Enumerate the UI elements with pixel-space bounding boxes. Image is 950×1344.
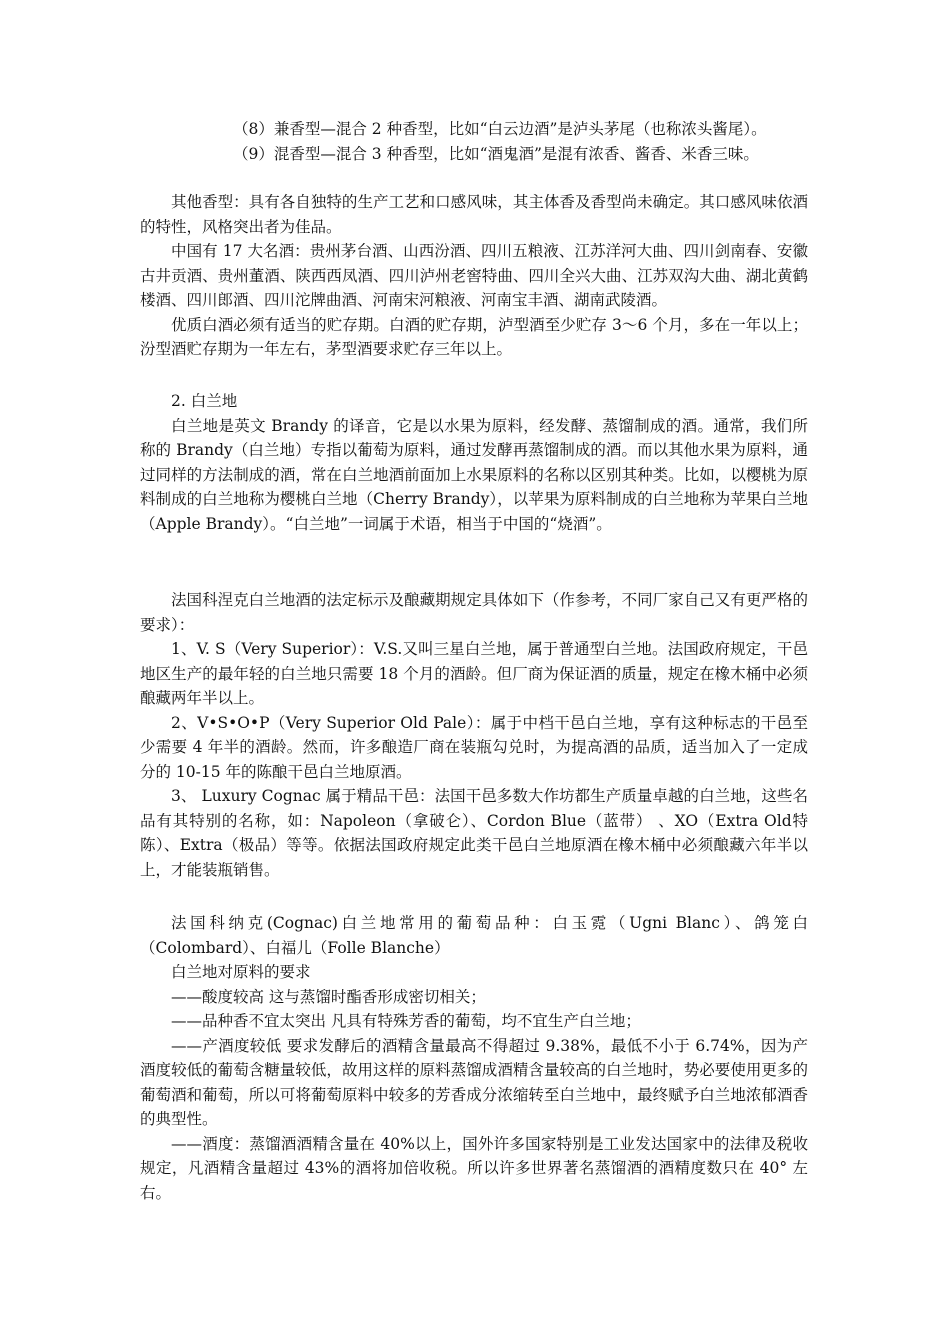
requirement-proof: ——酒度：蒸馏酒酒精含量在 40%以上，国外许多国家特别是工业发达国家中的法律及税收规定，凡酒精含量超过 43%的酒将加倍收税。所以许多世界著名蒸馏酒的酒精度数只在 40° 左右。 <box>140 1134 808 1202</box>
aroma-types-list <box>140 117 808 166</box>
cognac-grade-vs: 1、V. S（Very Superior）：V.S.又叫三星白兰地，属于普通型白兰地。法国政府规定，干邑地区生产的最年轻的白兰地只需要 18 个月的酒龄。但厂商为保证酒的质量，规定在橡木桶中必须酿藏两年半以上。 <box>140 640 808 707</box>
requirement-acidity: ——酸度较高 这与蒸馏时酯香形成密切相关； <box>171 987 486 1006</box>
brandy-section <box>140 389 808 536</box>
storage-paragraph: 优质白酒必须有适当的贮存期。白酒的贮存期，泸型酒至少贮存 3～6 个月，多在一年以上；汾型酒贮存期为一年左右，茅型酒要求贮存三年以上。 <box>140 315 808 358</box>
cognac-rules-intro: 法国科涅克白兰地酒的法定标示及酿藏期规定具体如下（作参考，不同厂家自己又有更严格的要求）： <box>140 591 808 634</box>
requirement-aroma: ——品种香不宜太突出 凡具有特殊芳香的葡萄，均不宜生产白兰地； <box>171 1012 641 1030</box>
famous-liquors-paragraph: 中国有 17 大名酒：贵州茅台酒、山西汾酒、四川五粮液、江苏洋河大曲、四川剑南春、安徽古井贡酒、贵州董酒、陕西西凤酒、四川泸州老窖特曲、四川全兴大曲、江苏双沟大曲、湖北黄鹤楼酒、四川郎酒、四川沱牌曲酒、河南宋河粮液、河南宝丰酒、湖南武陵酒。 <box>140 242 808 309</box>
requirement-alcohol-yield: ——产酒度较低 要求发酵后的酒精含量最高不得超过 9.38%，最低不小于 6.74%，因为产酒度较低的葡萄含糖量较低，故用这样的原料蒸馏成酒精含量较高的白兰地时，势必要使用更多的葡萄酒和葡萄，所以可将葡萄原料中较多的芳香成分浓缩转至白兰地中，最终赋予白兰地浓郁酒香的典型性。 <box>140 1036 808 1128</box>
cognac-grade-luxury: 3、 Luxury Cognac 属于精品干邑：法国干邑多数大作坊都生产质量卓越的白兰地，这些名品有其特别的名称，如：Napoleon（拿破仑）、Cordon Blue（蓝带） 、XO（Extra Old特陈）、Extra（极品）等等。依据法国政府规定此类干邑白兰地原酒在橡木桶中必须酿藏六年半以上，才能装瓶销售。 <box>140 787 808 879</box>
cognac-grades-section <box>140 588 808 882</box>
aroma-item-9: （9）混香型—混合 3 种香型，比如“酒鬼酒”是混有浓香、酱香、米香三味。 <box>233 144 759 163</box>
raw-material-section <box>140 911 808 1205</box>
cognac-grade-vsop: 2、V•S•O•P（Very Superior Old Pale）：属于中档干邑白兰地，享有这种标志的干邑至少需要 4 年半的酒龄。然而，许多酿造厂商在装瓶勾兑时，为提高酒的品质，适当加入了一定成分的 10-15 年的陈酿干邑白兰地原酒。 <box>140 713 808 781</box>
aroma-item-8: （8）兼香型—混合 2 种香型，比如“白云边酒”是泸头茅尾（也称浓头酱尾）。 <box>233 120 767 138</box>
liquor-section <box>140 190 808 362</box>
brandy-heading: 2. 白兰地 <box>171 392 238 410</box>
requirements-title: 白兰地对原料的要求 <box>171 963 311 981</box>
other-aroma-paragraph: 其他香型：具有各自独特的生产工艺和口感风味，其主体香及香型尚未确定。其口感风味依酒的特性，风格突出者为佳品。 <box>140 193 808 236</box>
grape-varieties-paragraph: 法国科纳克(Cognac)白兰地常用的葡萄品种：白玉霓（Ugni Blanc）、鸽笼白（Colombard）、白福儿（Folle Blanche） <box>140 914 808 957</box>
brandy-intro-paragraph: 白兰地是英文 Brandy 的译音，它是以水果为原料，经发酵、蒸馏制成的酒。通常，我们所称的 Brandy（白兰地）专指以葡萄为原料，通过发酵再蒸馏制成的酒。而以其他水果为原料，通过同样的方法制成的酒，常在白兰地酒前面加上水果原料的名称以区别其种类。比如，以樱桃为原料制成的白兰地称为樱桃白兰地（Cherry Brandy），以苹果为原料制成的白兰地称为苹果白兰地（Apple Brandy）。“白兰地”一词属于术语，相当于中国的“烧酒”。 <box>140 416 808 533</box>
